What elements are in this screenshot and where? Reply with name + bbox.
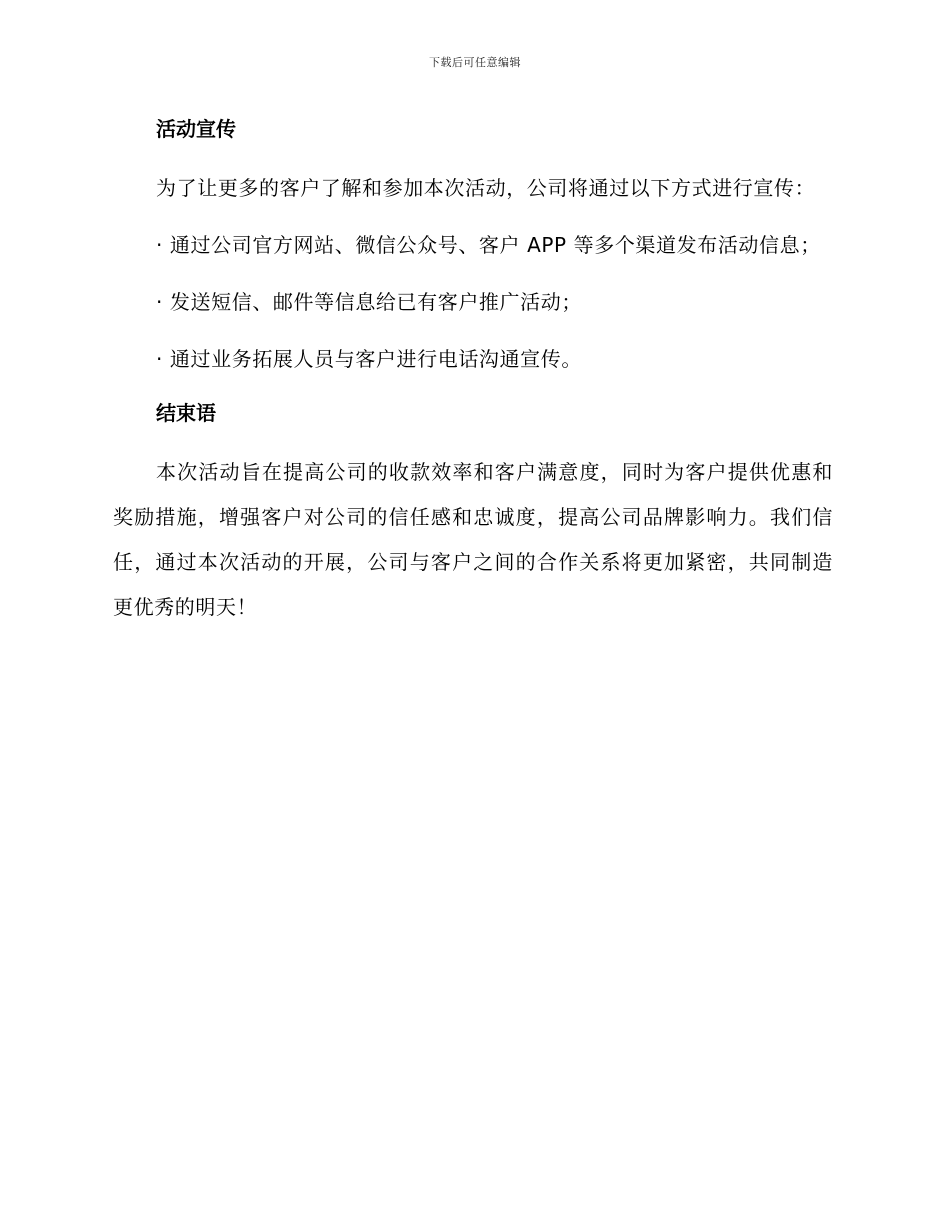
section-heading-promotion: 活动宣传 <box>156 117 236 141</box>
document-body <box>113 112 833 630</box>
promotion-bullet-channels: · 通过公司官方网站、微信公众号、客户 APP 等多个渠道发布活动信息； <box>156 233 821 257</box>
promotion-intro-paragraph: 为了让更多的客户了解和参加本次活动，公司将通过以下方式进行宣传： <box>156 176 816 200</box>
section-heading-conclusion: 结束语 <box>156 401 216 425</box>
promotion-bullet-phone: · 通过业务拓展人员与客户进行电话沟通宣传。 <box>156 347 582 371</box>
promotion-bullet-sms-email: · 发送短信、邮件等信息给已有客户推广活动； <box>156 290 582 314</box>
header-note: 下载后可任意编辑 <box>429 56 521 69</box>
conclusion-paragraph: 本次活动旨在提高公司的收款效率和客户满意度，同时为客户提供优惠和奖励措施，增强客户对公司的信任感和忠诚度，提高公司品牌影响力。我们信任，通过本次活动的开展，公司与客户之间的合作关系将更加紧密，共同制造更优秀的明天！ <box>113 460 833 619</box>
